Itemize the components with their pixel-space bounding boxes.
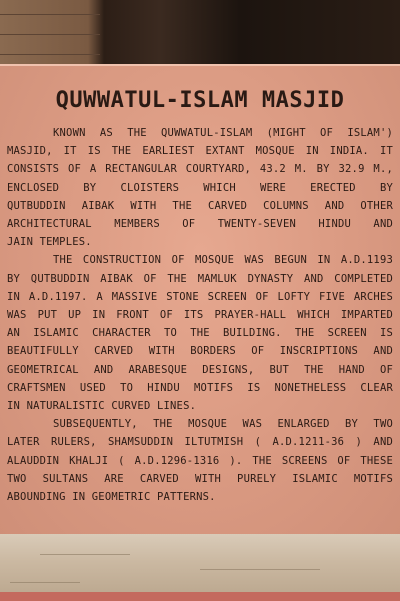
inscription-line: BY QUTBUDDIN AIBAK OF THE MAMLUK DYNASTY AND COMPLETED — [7, 272, 393, 285]
floor-strip — [0, 592, 400, 601]
inscription-line: IN A.D.1197. A MASSIVE STONE SCREEN OF LOFTY FIVE ARCHES — [7, 290, 393, 303]
inscription-line: LATER RULERS, SHAMSUDDIN ILTUTMISH ( A.D.1211-36 ) AND — [7, 436, 393, 449]
stone-crack — [10, 582, 80, 583]
brick-joint — [0, 34, 100, 35]
inscription-line: WAS PUT UP IN FRONT OF ITS PRAYER-HALL WHICH IMPARTED — [7, 309, 393, 322]
inscription-line: BEAUTIFULLY CARVED WITH BORDERS OF INSCRIPTIONS AND — [7, 345, 393, 358]
inscription-line: CRAFTSMEN USED TO HINDU MOTIFS IS NONETHELESS CLEAR — [7, 381, 393, 394]
plaque-title: QUWWATUL-ISLAM MASJID — [55, 88, 345, 113]
inscription-line: ALAUDDIN KHALJI ( A.D.1296-1316 ). THE SCREENS OF THESE — [7, 454, 393, 467]
stone-crack — [40, 554, 130, 555]
inscription-line: TWO SULTANS ARE CARVED WITH PURELY ISLAMIC MOTIFS — [7, 472, 393, 485]
brick-wall-background — [0, 0, 400, 70]
inscription-line: ARCHITECTURAL MEMBERS OF TWENTY-SEVEN HINDU AND — [7, 218, 393, 231]
inscription-line: SUBSEQUENTLY, THE MOSQUE WAS ENLARGED BY TWO — [53, 418, 393, 431]
inscription-line: CONSISTS OF A RECTANGULAR COURTYARD, 43.2 M. BY 32.9 M., — [7, 163, 393, 176]
inscription-line: AN ISLAMIC CHARACTER TO THE BUILDING. THE SCREEN IS — [7, 327, 393, 340]
inscription-line: ABOUNDING IN GEOMETRIC PATTERNS. — [7, 491, 216, 504]
inscription-line: KNOWN AS THE QUWWATUL-ISLAM (MIGHT OF ISLAM') — [53, 127, 393, 139]
stone-base — [0, 534, 400, 601]
inscription-line: THE CONSTRUCTION OF MOSQUE WAS BEGUN IN A.D.1193 — [53, 254, 393, 267]
stone-crack — [200, 569, 320, 570]
inscription-line: ENCLOSED BY CLOISTERS WHICH WERE ERECTED BY — [7, 181, 393, 194]
inscription-line: MASJID, IT IS THE EARLIEST EXTANT MOSQUE IN INDIA. IT — [7, 145, 393, 158]
inscription-line: IN NATURALISTIC CURVED LINES. — [7, 400, 197, 413]
inscription-line: GEOMETRICAL AND ARABESQUE DESIGNS, BUT THE HAND OF — [7, 363, 393, 376]
inscription-line: QUTBUDDIN AIBAK WITH THE CARVED COLUMNS AND OTHER — [7, 199, 393, 212]
brick-joint — [0, 54, 100, 55]
brick-joint — [0, 14, 100, 15]
inscription-line: JAIN TEMPLES. — [7, 236, 92, 249]
plaque-inscription — [7, 124, 393, 506]
